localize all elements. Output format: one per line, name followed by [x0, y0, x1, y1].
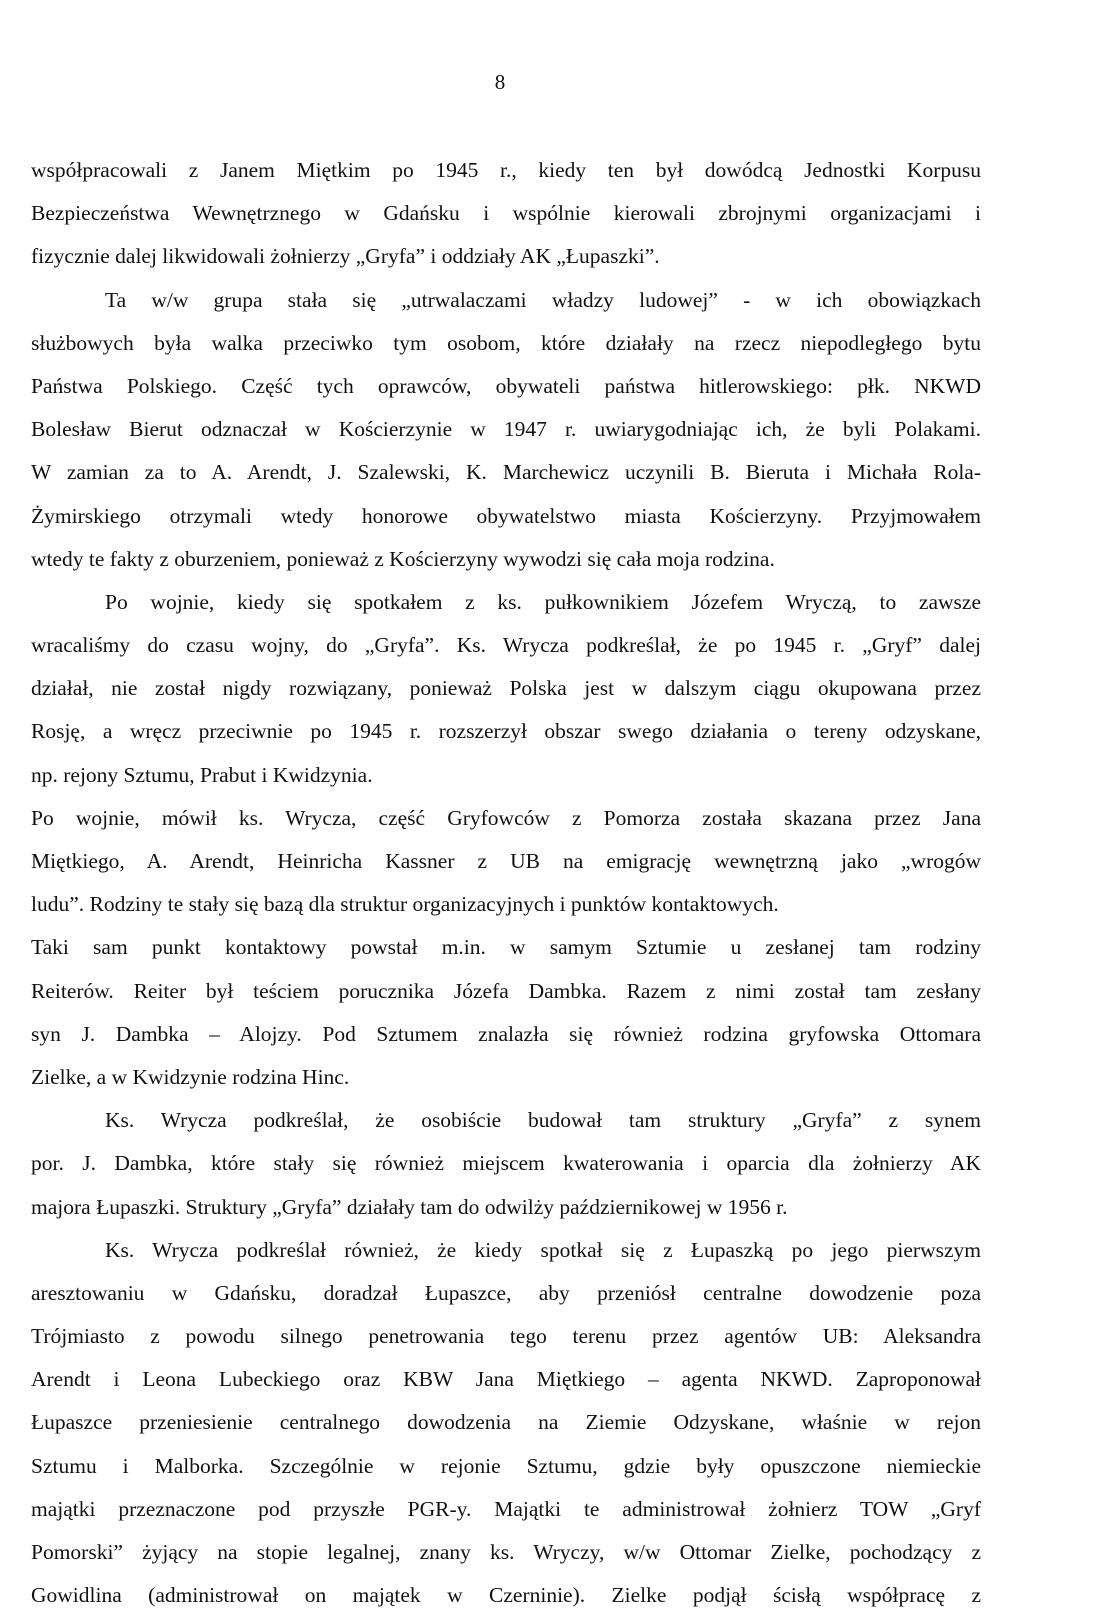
- text-line: Zielke, a w Kwidzynie rodzina Hinc.: [31, 1064, 350, 1089]
- text-line: działał, nie został nigdy rozwiązany, ponieważ Polska jest w dalszym ciągu okupowana przez: [31, 676, 981, 701]
- text-line: Pomorski” żyjący na stopie legalnej, znany ks. Wryczy, w/w Ottomar Zielke, pochodzący z: [31, 1540, 981, 1564]
- text-line: majątki przeznaczone pod przyszłe PGR-y. Majątki te administrował żołnierz TOW „Gryf: [31, 1496, 981, 1521]
- text-line: służbowych była walka przeciwko tym osobom, które działały na rzecz niepodległego bytu: [31, 330, 981, 355]
- text-line: syn J. Dambka – Alojzy. Pod Sztumem znalazła się również rodzina gryfowska Ottomara: [31, 1021, 981, 1046]
- text-line: fizycznie dalej likwidowali żołnierzy „Gryfa” i oddziały AK „Łupaszki”.: [31, 244, 660, 269]
- text-line: współpracowali z Janem Miętkim po 1945 r., kiedy ten był dowódcą Jednostki Korpusu: [31, 158, 981, 182]
- text-line: Ks. Wrycza podkreślał również, że kiedy spotkał się z Łupaszką po jego pierwszym: [105, 1237, 981, 1262]
- text-line: Po wojnie, kiedy się spotkałem z ks. pułkownikiem Józefem Wryczą, to zawsze: [105, 589, 981, 614]
- body-text: [31, 149, 981, 1617]
- text-line: Sztumu i Malborka. Szczególnie w rejonie Sztumu, gdzie były opuszczone niemieckie: [31, 1453, 981, 1478]
- text-line: Reiterów. Reiter był teściem porucznika Józefa Dambka. Razem z nimi został tam zesłany: [31, 978, 981, 1003]
- text-line: Bezpieczeństwa Wewnętrznego w Gdańsku i wspólnie kierowali zbrojnymi organizacjami i: [31, 201, 981, 226]
- text-line: Trójmiasto z powodu silnego penetrowania tego terenu przez agentów UB: Aleksandra: [31, 1324, 981, 1349]
- text-line: Po wojnie, mówił ks. Wrycza, część Gryfowców z Pomorza została skazana przez Jana: [31, 805, 981, 830]
- text-line: Państwa Polskiego. Część tych oprawców, obywateli państwa hitlerowskiego: płk. NKWD: [31, 373, 981, 398]
- text-line: Żymirskiego otrzymali wtedy honorowe obywatelstwo miasta Kościerzyny. Przyjmowałem: [31, 503, 981, 528]
- text-line: Ta w/w grupa stała się „utrwalaczami władzy ludowej” - w ich obowiązkach: [105, 287, 981, 312]
- text-line: Ks. Wrycza podkreślał, że osobiście budował tam struktury „Gryfa” z synem: [105, 1108, 981, 1133]
- text-line: por. J. Dambka, które stały się również miejscem kwaterowania i oparcia dla żołnierzy AK: [31, 1151, 981, 1176]
- text-line: ludu”. Rodziny te stały się bazą dla struktur organizacyjnych i punktów kontaktowych.: [31, 892, 779, 917]
- text-line: W zamian za to A. Arendt, J. Szalewski, K. Marchewicz uczynili B. Bieruta i Michała Rola-: [31, 460, 981, 485]
- text-line: Bolesław Bierut odznaczał w Kościerzynie w 1947 r. uwiarygodniając ich, że byli Polakami.: [31, 417, 981, 442]
- text-line: wracaliśmy do czasu wojny, do „Gryfa”. Ks. Wrycza podkreślał, że po 1945 r. „Gryf” dalej: [31, 633, 981, 658]
- text-line: Miętkiego, A. Arendt, Heinricha Kassner z UB na emigrację wewnętrzną jako „wrogów: [31, 849, 981, 873]
- text-line: majora Łupaszki. Struktury „Gryfa” działały tam do odwilży październikowej w 1956 r.: [31, 1194, 788, 1219]
- text-line: Gowidlina (administrował on majątek w Czerninie). Zielke podjął ścisłą współpracę z: [31, 1583, 981, 1608]
- text-line: np. rejony Sztumu, Prabut i Kwidzynia.: [31, 762, 373, 787]
- text-line: Rosję, a wręcz przeciwnie po 1945 r. rozszerzył obszar swego działania o tereny odzyskane,: [31, 719, 981, 744]
- page-number: 8: [494, 70, 506, 94]
- text-line: Taki sam punkt kontaktowy powstał m.in. w samym Sztumie u zesłanej tam rodziny: [31, 935, 981, 960]
- text-line: aresztowaniu w Gdańsku, doradzał Łupaszce, aby przeniósł centralne dowodzenie poza: [31, 1280, 981, 1305]
- text-line: wtedy te fakty z oburzeniem, ponieważ z Kościerzyny wywodzi się cała moja rodzina.: [31, 546, 775, 571]
- text-line: Łupaszce przeniesienie centralnego dowodzenia na Ziemie Odzyskane, właśnie w rejon: [31, 1410, 981, 1435]
- text-line: Arendt i Leona Lubeckiego oraz KBW Jana Miętkiego – agenta NKWD. Zaproponował: [31, 1367, 981, 1392]
